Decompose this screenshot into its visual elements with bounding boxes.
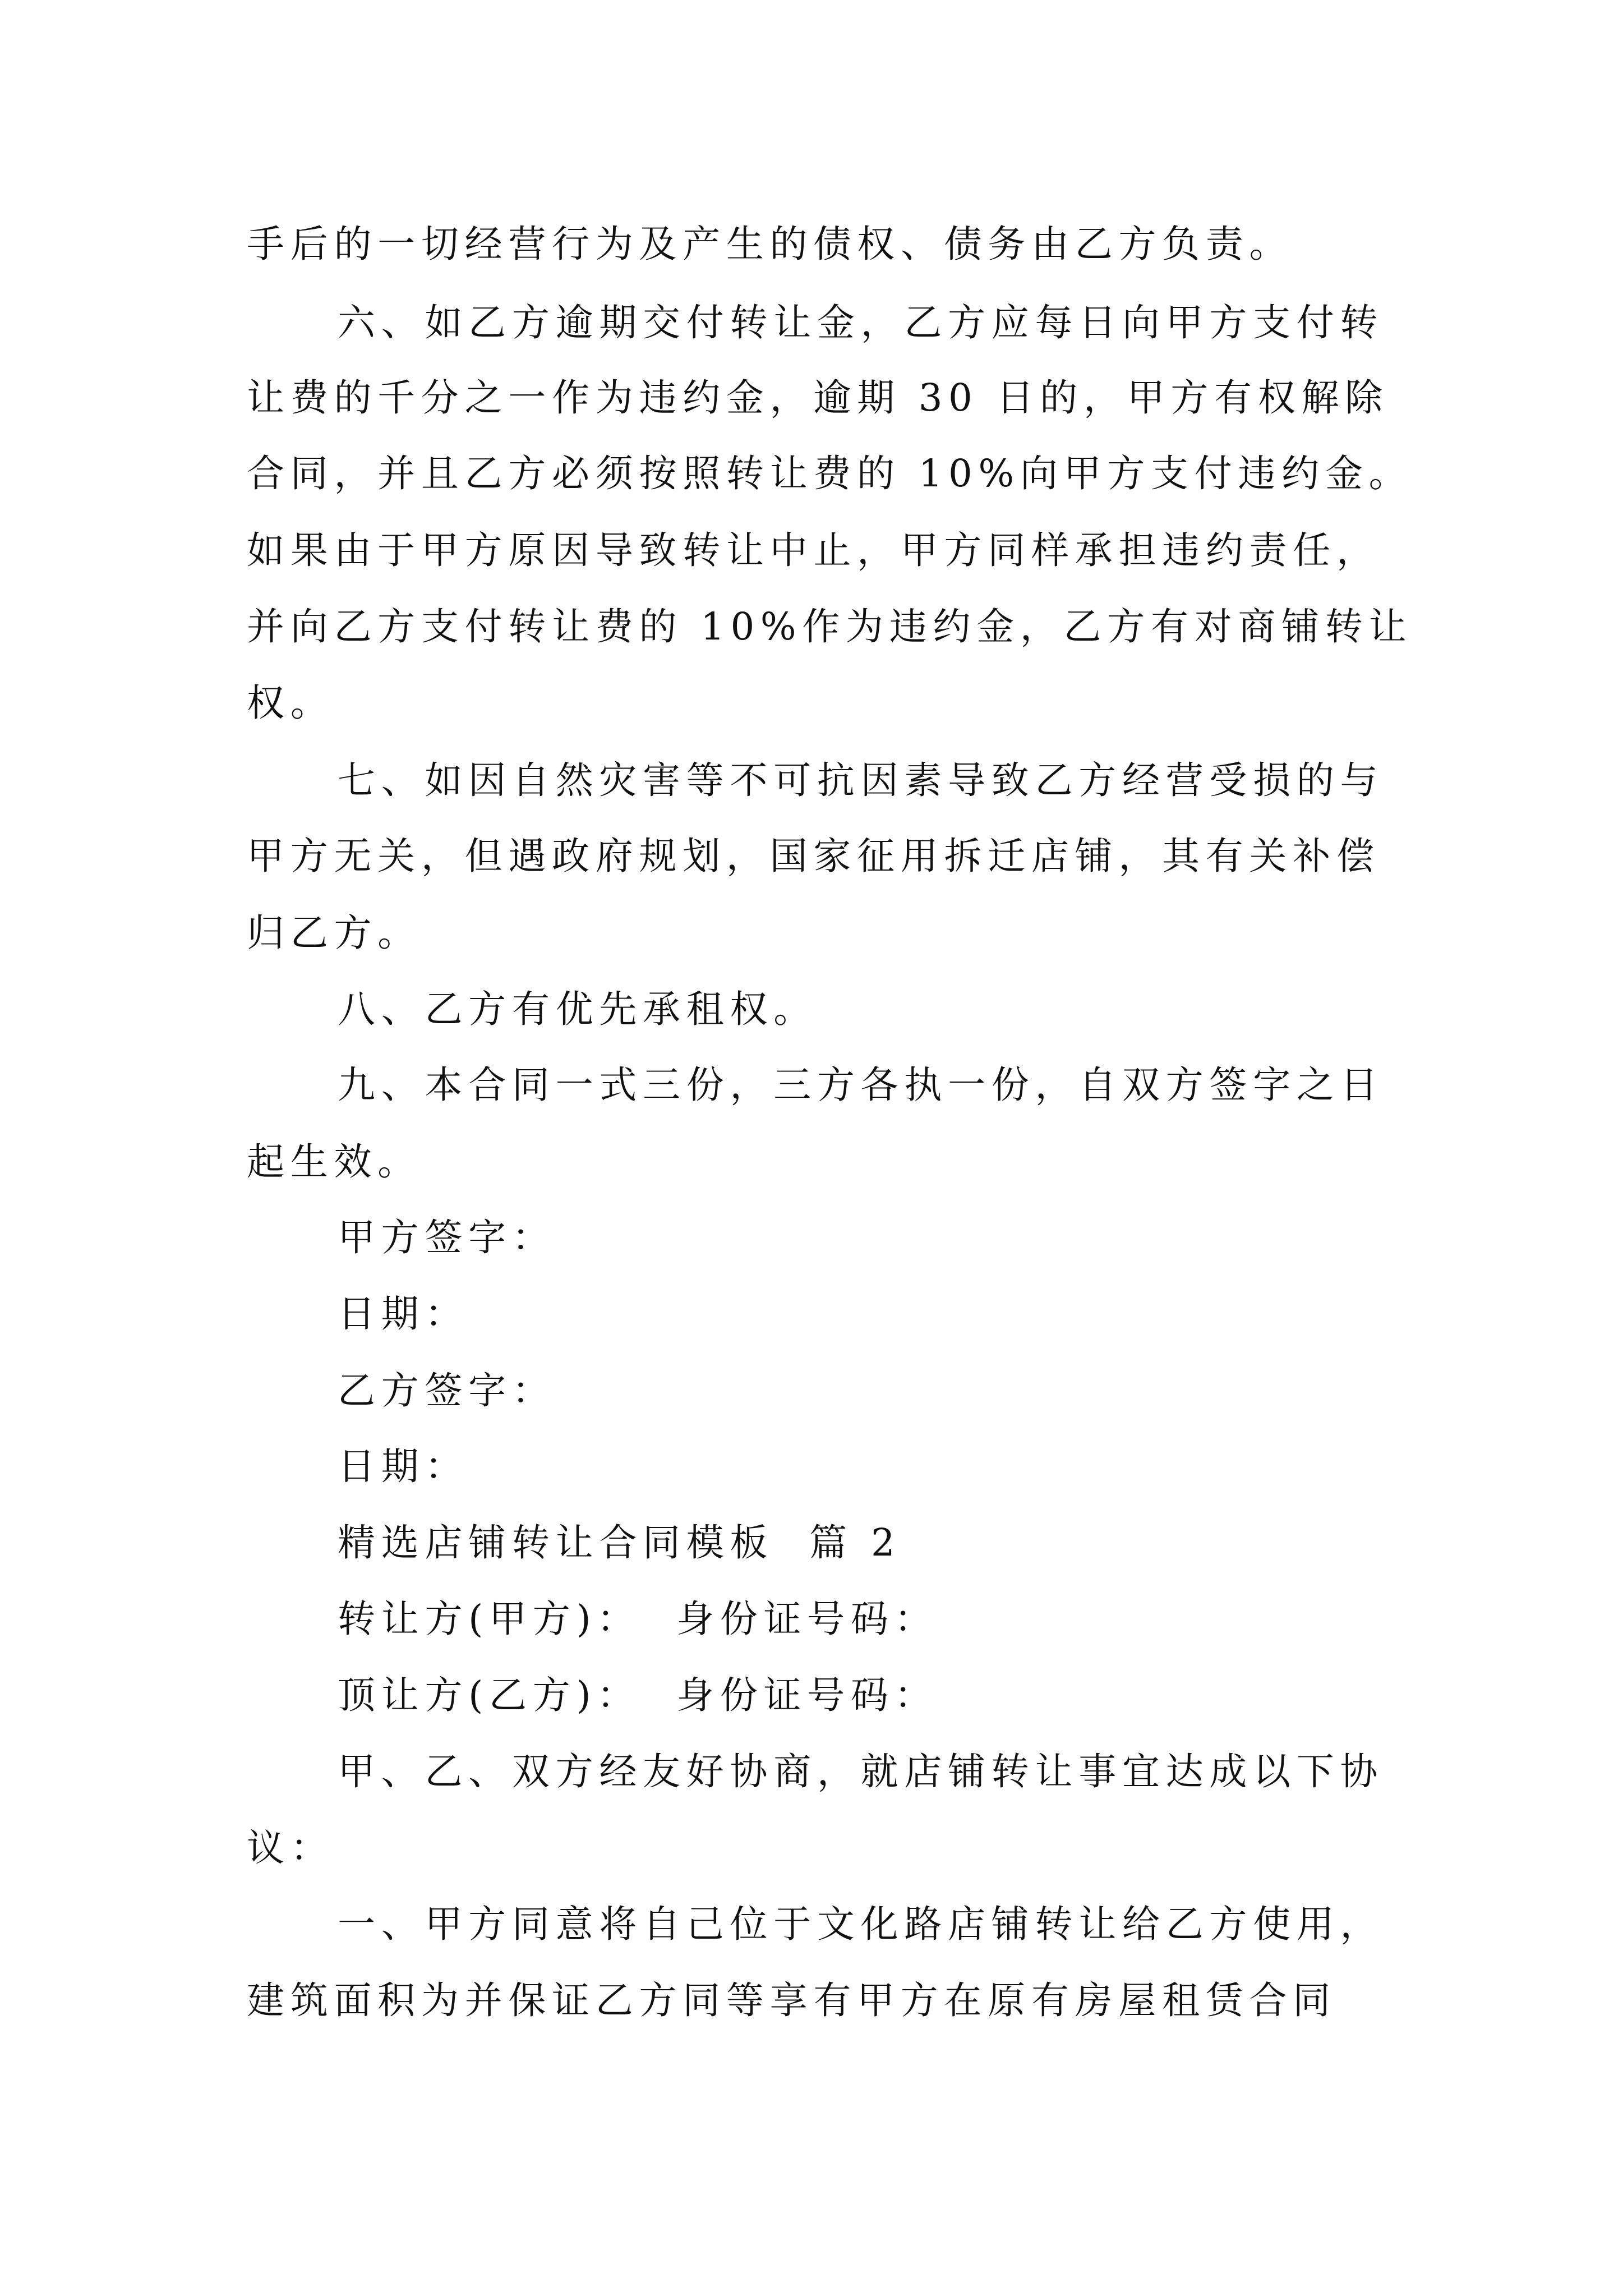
paragraph-line: 八、乙方有优先承租权。 — [338, 987, 817, 1031]
paragraph-line: 甲、乙、双方经友好协商，就店铺转让事宜达成以下协 — [338, 1750, 1384, 1793]
paragraph-line: 如果由于甲方原因导致转让中止，甲方同样承担违约责任， — [247, 528, 1380, 572]
paragraph-line: 六、如乙方逾期交付转让金，乙方应每日向甲方支付转 — [338, 301, 1384, 344]
paragraph-line: 权。 — [247, 681, 334, 725]
signature-label-party-a: 甲方签字： — [338, 1216, 556, 1259]
paragraph-line: 建筑面积为并保证乙方同等享有甲方在原有房屋租赁合同 — [247, 1978, 1336, 2022]
date-label: 日期： — [338, 1444, 469, 1488]
transferee-line: 顶让方(乙方)： 身份证号码： — [338, 1673, 938, 1717]
transferor-line: 转让方(甲方)： 身份证号码： — [338, 1597, 938, 1641]
paragraph-line: 手后的一切经营行为及产生的债权、债务由乙方负责。 — [247, 222, 1293, 266]
section-heading: 精选店铺转让合同模板 篇 2 — [338, 1521, 901, 1565]
paragraph-line: 七、如因自然灾害等不可抗因素导致乙方经营受损的与 — [338, 758, 1384, 802]
paragraph-line: 一、甲方同意将自己位于文化路店铺转让给乙方使用， — [338, 1902, 1384, 1946]
signature-label-party-b: 乙方签字： — [338, 1369, 556, 1412]
paragraph-line: 甲方无关，但遇政府规划，国家征用拆迁店铺，其有关补偿 — [247, 834, 1380, 878]
paragraph-line: 起生效。 — [247, 1140, 421, 1184]
paragraph-line: 议： — [247, 1826, 334, 1870]
paragraph-line: 并向乙方支付转让费的 10%作为违约金，乙方有对商铺转让 — [247, 605, 1413, 648]
paragraph-line: 九、本合同一式三份，三方各执一份，自双方签字之日 — [338, 1063, 1384, 1107]
paragraph-line: 归乙方。 — [247, 911, 421, 955]
paragraph-line: 合同，并且乙方必须按照转让费的 10%向甲方支付违约金。 — [247, 452, 1413, 495]
date-label: 日期： — [338, 1292, 469, 1336]
paragraph-line: 让费的千分之一作为违约金，逾期 30 日的，甲方有权解除 — [247, 376, 1389, 420]
